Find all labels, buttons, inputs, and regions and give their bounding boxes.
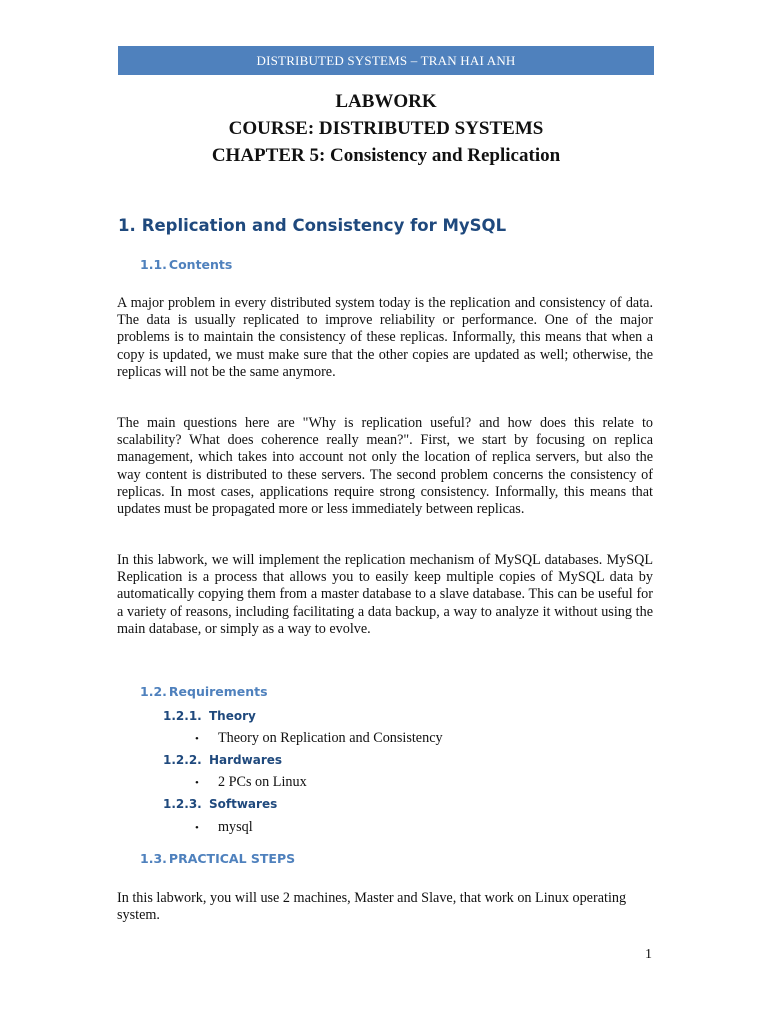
- subsubsection-heading-theory: [163, 709, 256, 723]
- running-header-text: DISTRIBUTED SYSTEMS – TRAN HAI ANH: [256, 52, 516, 68]
- subsubsection-number: 1.2.2.: [163, 753, 202, 767]
- paragraph-machines: In this labwork, you will use 2 machines, Master and Slave, that work on Linux operating system.: [117, 890, 627, 924]
- subsection-heading-requirements: [140, 684, 268, 699]
- subsubsection-heading-hardwares: [163, 753, 282, 767]
- page-number: 1: [645, 947, 652, 962]
- subsection-title: Requirements: [168, 684, 268, 699]
- subsection-heading-practical-steps: [140, 851, 295, 866]
- subsubsection-title: Softwares: [209, 797, 278, 811]
- section-number: 1.: [118, 216, 136, 235]
- title-line-chapter: CHAPTER 5: Consistency and Replication: [211, 145, 561, 166]
- subsection-title: PRACTICAL STEPS: [168, 851, 296, 866]
- bullet-icon: •: [195, 777, 199, 789]
- list-item: [195, 730, 443, 748]
- section-heading-1: [118, 216, 506, 235]
- subsection-number: 1.2.: [140, 684, 167, 699]
- document-title: [118, 88, 654, 169]
- subsubsection-heading-softwares: [163, 797, 277, 811]
- list-item-text: mysql: [218, 819, 253, 835]
- title-line-course: COURSE: DISTRIBUTED SYSTEMS: [228, 118, 544, 139]
- subsection-title: Contents: [168, 257, 233, 272]
- subsubsection-title: Theory: [209, 709, 256, 723]
- paragraph-labwork: In this labwork, we will implement the replication mechanism of MySQL databases. MySQL Replication is a process that allows you to easily keep multiple copies of MySQL data by automatically copying them from a master database to a slave database. This can be useful for a variety of reasons, including facilitating a data backup, a way to analyze it without using the main database, or simply as a way to evolve.: [117, 552, 653, 637]
- subsection-number: 1.3.: [140, 851, 167, 866]
- paragraph-questions: The main questions here are "Why is replication useful? and how does this relate to scalability? What does coherence really mean?". First, we start by focusing on replica management, which takes into account not only the location of replica servers, but also the way content is distributed to these servers. The second problem concerns the consistency of replicas. In most cases, applications require strong consistency. Informally, this means that updates must be propagated more or less immediately between replicas.: [117, 415, 653, 518]
- bullet-icon: •: [195, 733, 199, 745]
- paragraph-intro: A major problem in every distributed system today is the replication and consistency of data. The data is usually replicated to improve reliability or performance. One of the major problems is to maintain the consistency of these replicas. Informally, this means that when a copy is updated, we must make sure that the other copies are updated as well; otherwise, the replicas will not be the same anymore.: [117, 295, 653, 380]
- subsection-number: 1.1.: [140, 257, 167, 272]
- list-item: [195, 774, 307, 792]
- list-item: [195, 819, 253, 837]
- subsubsection-title: Hardwares: [209, 753, 283, 767]
- list-item-text: Theory on Replication and Consistency: [218, 730, 443, 746]
- bullet-icon: •: [195, 822, 199, 834]
- subsubsection-number: 1.2.3.: [163, 797, 202, 811]
- list-item-text: 2 PCs on Linux: [218, 774, 307, 790]
- subsection-heading-contents: [140, 257, 232, 272]
- section-title: Replication and Consistency for MySQL: [141, 216, 507, 235]
- subsubsection-number: 1.2.1.: [163, 709, 202, 723]
- title-line-labwork: LABWORK: [335, 91, 437, 112]
- running-header: [118, 46, 654, 75]
